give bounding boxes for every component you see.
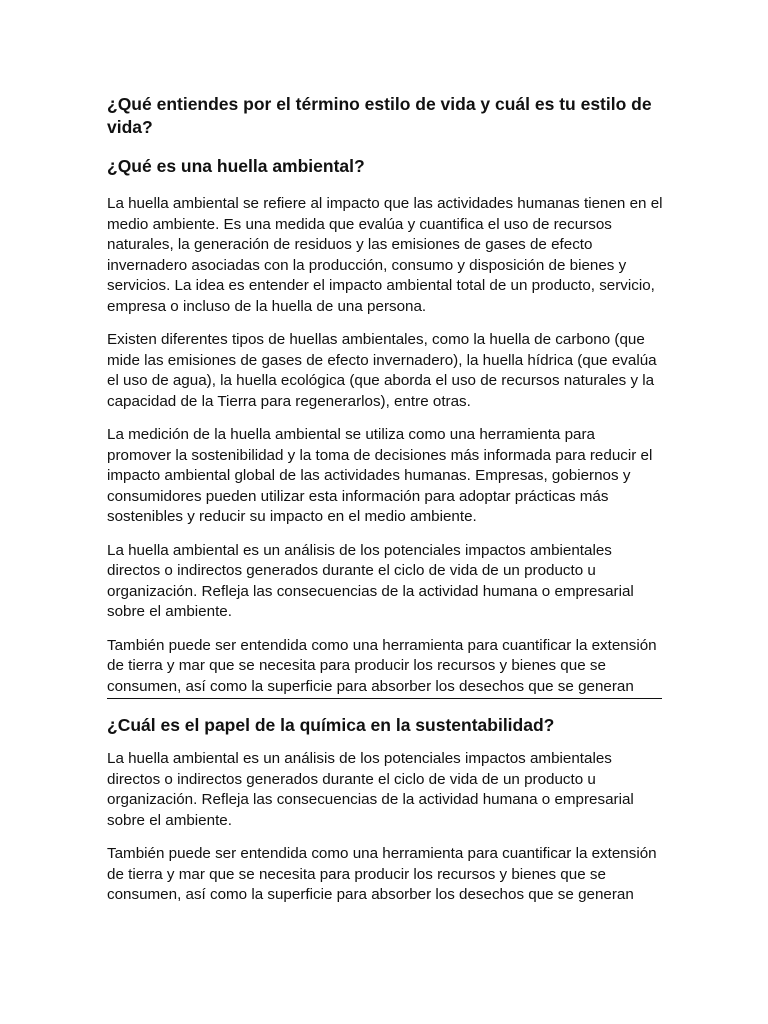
document-page: [107, 90, 663, 919]
lifestyle-question-heading: ¿Qué entiendes por el término estilo de vida y cuál es tu estilo de vida?: [107, 94, 652, 137]
footprint-analysis-paragraph: La huella ambiental es un análisis de los potenciales impactos ambientales directos o indirectos generados durante el ciclo de vida de un producto u organización. Refleja las consecuencias de la actividad humana o empresarial sobre el ambiente.: [107, 541, 634, 620]
chemistry-analysis-paragraph: La huella ambiental es un análisis de los potenciales impactos ambientales directos o indirectos generados durante el ciclo de vida de un producto u organización. Refleja las consecuencias de la actividad humana o empresarial sobre el ambiente.: [107, 750, 634, 829]
environmental-footprint-heading: ¿Qué es una huella ambiental?: [107, 156, 365, 176]
footprint-definition-paragraph: La huella ambiental se refiere al impacto que las actividades humanas tienen en el medio ambiente. Es una medida que evalúa y cuantifica el uso de recursos naturales, la generación de residuos y las emisiones de gases de efecto invernadero asociadas con la producción, consumo y disposición de bienes y servicios. La idea es entender el impacto ambiental total de un producto, servicio, empresa o incluso de la huella de una persona.: [107, 195, 663, 315]
footprint-tool-paragraph: También puede ser entendida como una herramienta para cuantificar la extensión de tierra y mar que se necesita para producir los recursos y bienes que se consumen, así como la superficie para absorber los desechos que se generan: [107, 636, 662, 700]
chemistry-sustainability-heading: ¿Cuál es el papel de la química en la sustentabilidad?: [107, 715, 555, 735]
footprint-measurement-paragraph: La medición de la huella ambiental se utiliza como una herramienta para promover la sostenibilidad y la toma de decisiones más informada para reducir el impacto ambiental global de las actividades humanas. Empresas, gobiernos y consumidores pueden utilizar esta información para adoptar prácticas más sostenibles y reducir su impacto en el medio ambiente.: [107, 426, 653, 525]
footprint-types-paragraph: Existen diferentes tipos de huellas ambientales, como la huella de carbono (que mide las emisiones de gases de efecto invernadero), la huella hídrica (que evalúa el uso de agua), la huella ecológica (que aborda el uso de recursos naturales y la capacidad de la Tierra para regenerarlos), entre otras.: [107, 331, 657, 410]
chemistry-tool-paragraph: También puede ser entendida como una herramienta para cuantificar la extensión de tierra y mar que se necesita para producir los recursos y bienes que se consumen, así como la superficie para absorber los desechos que se generan: [107, 845, 657, 903]
